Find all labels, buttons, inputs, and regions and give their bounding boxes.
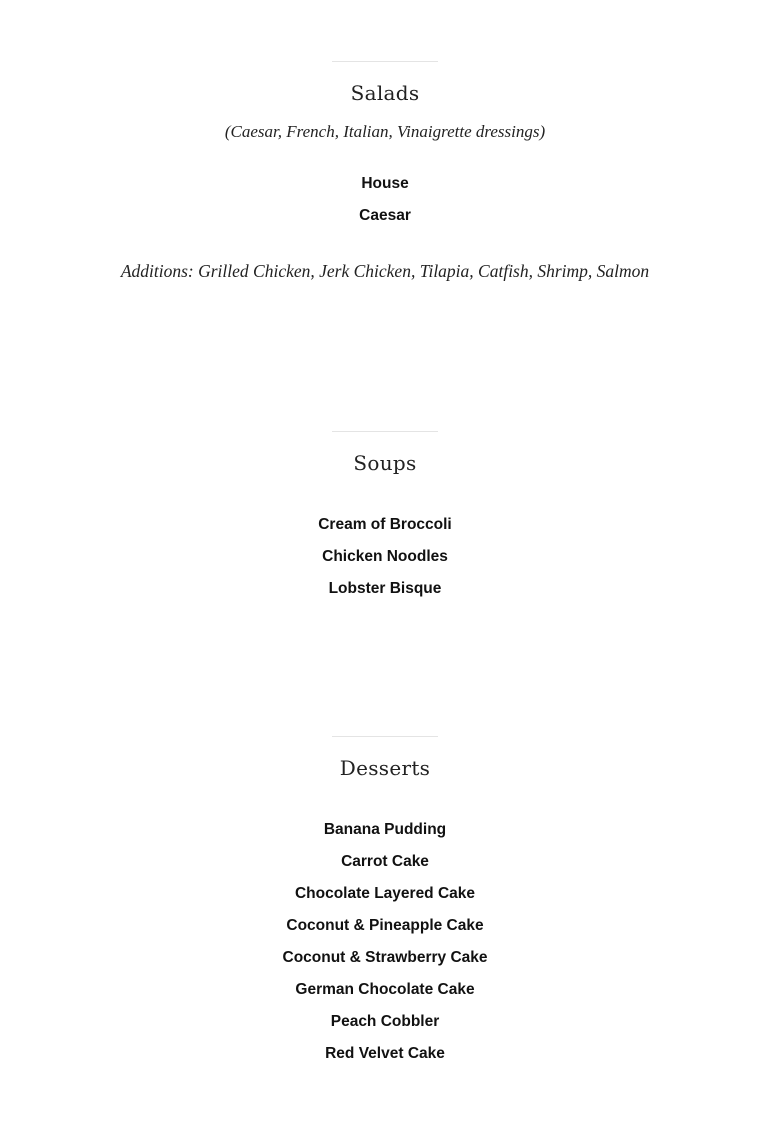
- menu-item: House: [361, 175, 409, 192]
- section-title: Salads: [350, 81, 420, 105]
- menu-item: Peach Cobbler: [330, 1013, 440, 1030]
- desserts-section: [0, 736, 770, 1070]
- menu-item: Banana Pudding: [323, 821, 447, 838]
- menu-item: Coconut & Pineapple Cake: [286, 917, 484, 934]
- dressings-note: (Caesar, French, Italian, Vinaigrette dressings): [224, 122, 546, 141]
- menu-item: Cream of Broccoli: [318, 516, 452, 533]
- section-title: Desserts: [339, 756, 431, 780]
- additions-note: Additions: Grilled Chicken, Jerk Chicken, Tilapia, Catfish, Shrimp, Salmon: [120, 261, 650, 281]
- menu-item: German Chocolate Cake: [295, 981, 475, 998]
- salads-list: [0, 168, 770, 232]
- menu-item: Lobster Bisque: [328, 580, 442, 597]
- soups-section: [0, 431, 770, 605]
- section-divider: [332, 736, 438, 737]
- section-divider: [332, 61, 438, 62]
- menu-item: Coconut & Strawberry Cake: [282, 949, 488, 966]
- menu-item: Chocolate Layered Cake: [294, 885, 476, 902]
- salads-section: [0, 61, 770, 283]
- section-divider: [332, 431, 438, 432]
- menu-item: Carrot Cake: [341, 853, 429, 870]
- menu-item: Chicken Noodles: [322, 548, 448, 565]
- desserts-list: [0, 814, 770, 1070]
- menu-item: Caesar: [359, 207, 411, 224]
- section-title: Soups: [353, 451, 417, 475]
- menu-item: Red Velvet Cake: [325, 1045, 445, 1062]
- soups-list: [0, 509, 770, 605]
